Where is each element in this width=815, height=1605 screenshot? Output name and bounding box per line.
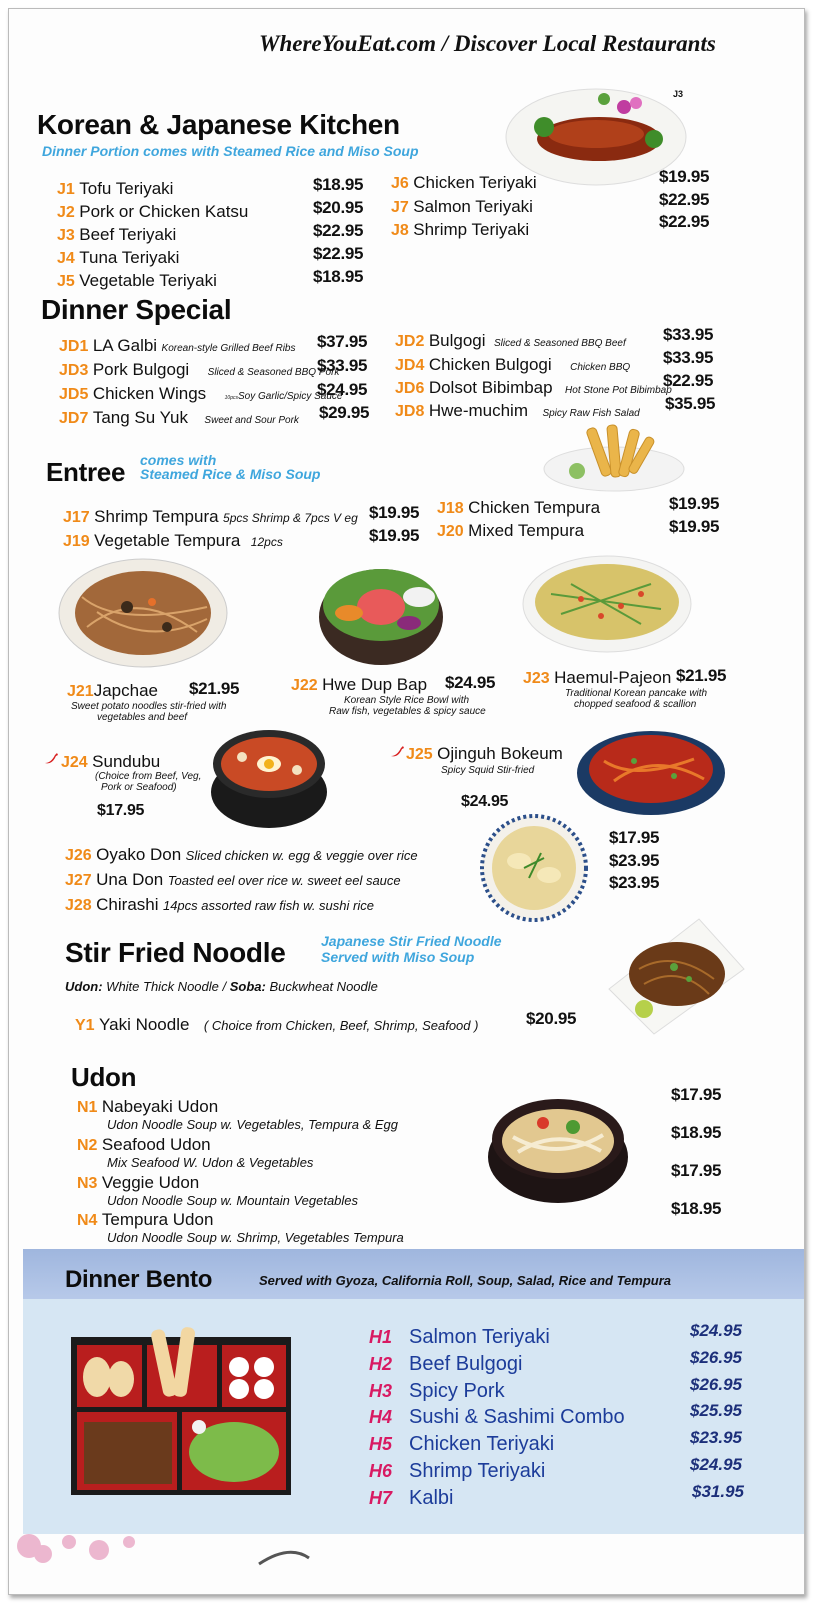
- item-code: J18: [437, 500, 464, 517]
- item-name: Pork or Chicken Katsu: [79, 202, 249, 221]
- menu-item-n3[interactable]: [77, 1173, 199, 1193]
- item-name: Nabeyaki Udon: [101, 1097, 219, 1116]
- item-name: Beef Teriyaki: [79, 225, 177, 244]
- menu-item-j2[interactable]: [57, 202, 248, 222]
- item-code: J19: [63, 533, 90, 550]
- menu-item-j17[interactable]: [63, 507, 358, 527]
- menu-item-j1[interactable]: [57, 179, 173, 199]
- item-name: Pork Bulgogi: [92, 360, 190, 379]
- kitchen-subtitle: Dinner Portion comes with Steamed Rice and Miso Soup: [42, 143, 419, 159]
- udon-text: White Thick Noodle /: [106, 979, 227, 994]
- item-price: $21.95: [189, 679, 240, 698]
- item-code: JD1: [59, 338, 89, 355]
- item-price: $31.95: [692, 1482, 744, 1501]
- menu-item-jd2[interactable]: [395, 331, 626, 351]
- item-desc: Raw fish, vegetables & spicy sauce: [329, 706, 486, 717]
- item-code: N2: [77, 1137, 98, 1154]
- menu-item-j20[interactable]: [437, 521, 584, 541]
- menu-item-jd8[interactable]: [395, 401, 640, 421]
- item-price: $24.95: [461, 793, 509, 810]
- item-code: JD7: [59, 410, 89, 427]
- yaki-noodle-photo: [599, 909, 749, 1039]
- menu-item-jd1[interactable]: [59, 336, 295, 356]
- noodle-legend: [65, 979, 378, 994]
- item-desc: 14pcs assorted raw fish w. sushi rice: [162, 898, 374, 913]
- item-name: Chicken Teriyaki: [409, 1433, 555, 1455]
- item-name: Chicken Wings: [92, 384, 207, 403]
- item-desc: ( Choice from Chicken, Beef, Shrimp, Seafood ): [203, 1018, 479, 1033]
- item-desc: 12pcs: [250, 535, 283, 549]
- item-price: $19.95: [669, 517, 720, 536]
- item-desc: Korean-style Grilled Beef Ribs: [161, 343, 296, 354]
- item-price: $24.95: [690, 1455, 742, 1474]
- menu-item-jd4[interactable]: [395, 355, 630, 375]
- menu-item-j27[interactable]: [65, 870, 401, 890]
- item-code: H7: [369, 1488, 393, 1508]
- item-name: Dolsot Bibimbap: [428, 378, 553, 397]
- item-name: Shrimp Teriyaki: [413, 220, 530, 239]
- item-name: Tuna Teriyaki: [79, 248, 180, 267]
- oyako-don-photo: [479, 813, 589, 923]
- item-name: Una Don: [96, 870, 164, 889]
- menu-item-jd3[interactable]: [59, 360, 339, 380]
- item-code: J8: [391, 222, 409, 239]
- hwe-dup-bap-photo: [314, 557, 449, 667]
- item-name: Beef Bulgogi: [409, 1353, 523, 1375]
- kitchen-title: Korean & Japanese Kitchen: [37, 109, 400, 140]
- item-code: JD8: [395, 403, 425, 420]
- item-price: $19.95: [369, 526, 420, 545]
- stir-fried-subtitle-1: Japanese Stir Fried Noodle: [321, 933, 502, 949]
- item-price: $29.95: [319, 403, 370, 422]
- menu-item-n2[interactable]: [77, 1135, 211, 1155]
- item-code: J3: [57, 227, 75, 244]
- menu-item-j22[interactable]: [291, 675, 427, 695]
- item-name: Mixed Tempura: [468, 521, 585, 540]
- item-price: $17.95: [97, 802, 145, 819]
- item-price: $33.95: [663, 348, 714, 367]
- item-code: J28: [65, 897, 92, 914]
- item-price: $23.95: [609, 873, 660, 892]
- item-code: J20: [437, 523, 464, 540]
- item-code: J6: [391, 175, 409, 192]
- item-price: $33.95: [663, 325, 714, 344]
- menu-item-jd7[interactable]: [59, 408, 299, 428]
- item-name: Veggie Udon: [101, 1173, 200, 1192]
- bento-item-h3[interactable]: [369, 1380, 505, 1403]
- item-name: Chicken Tempura: [468, 498, 601, 517]
- item-code: H1: [369, 1327, 393, 1347]
- item-code: JD5: [59, 386, 89, 403]
- pajeon-photo: [521, 554, 693, 654]
- item-name: Hwe-muchim: [428, 401, 528, 420]
- item-desc: Korean Style Rice Bowl with: [344, 695, 470, 706]
- menu-item-j5[interactable]: [57, 271, 217, 291]
- item-desc: (Choice from Beef, Veg,: [95, 771, 202, 782]
- bento-item-h7[interactable]: [369, 1487, 453, 1510]
- entree-subtitle-1: comes with: [140, 452, 217, 468]
- item-price: $22.95: [659, 190, 710, 209]
- bento-item-h2[interactable]: [369, 1353, 522, 1376]
- soba-label: Soba:: [229, 979, 266, 994]
- item-name: Salmon Teriyaki: [409, 1326, 550, 1348]
- item-name: Seafood Udon: [101, 1135, 211, 1154]
- bento-item-h6[interactable]: [369, 1460, 545, 1483]
- menu-item-j3[interactable]: [57, 225, 176, 245]
- item-name: Chirashi: [96, 895, 159, 914]
- item-code: N3: [77, 1175, 98, 1192]
- entree-subtitle-2: Steamed Rice & Miso Soup: [140, 466, 321, 482]
- item-name: Sushi & Sashimi Combo: [409, 1406, 625, 1428]
- item-name: Haemul-Pajeon: [554, 668, 672, 687]
- item-price: $17.95: [671, 1085, 722, 1104]
- item-desc: Chicken BBQ: [570, 362, 631, 373]
- item-name: Salmon Teriyaki: [413, 197, 533, 216]
- bento-subtitle: Served with Gyoza, California Roll, Soup, Salad, Rice and Tempura: [259, 1273, 671, 1288]
- item-desc: Traditional Korean pancake with: [565, 688, 708, 699]
- entree-title: Entree: [46, 457, 126, 487]
- item-price: $17.95: [671, 1161, 722, 1180]
- bento-box-photo: [69, 1327, 294, 1499]
- item-name: Tofu Teriyaki: [79, 179, 174, 198]
- item-price: $18.95: [671, 1123, 722, 1142]
- item-price: $24.95: [690, 1321, 742, 1340]
- menu-item-j24[interactable]: [61, 752, 160, 772]
- cherry-blossom-decoration: [9, 1524, 339, 1594]
- item-name: Vegetable Teriyaki: [79, 271, 217, 290]
- menu-item-j4[interactable]: [57, 248, 179, 268]
- menu-item-n4[interactable]: [77, 1210, 213, 1230]
- site-banner[interactable]: WhereYouEat.com / Discover Local Restaurants: [259, 31, 716, 56]
- item-price: $20.95: [526, 1009, 577, 1028]
- sundubu-photo: [207, 722, 332, 832]
- item-price: $18.95: [313, 175, 364, 194]
- item-code: N4: [77, 1212, 98, 1229]
- item-desc: Toasted eel over rice w. sweet eel sauce: [167, 873, 401, 888]
- item-code: JD3: [59, 362, 89, 379]
- item-desc: Spicy Raw Fish Salad: [542, 408, 640, 419]
- bento-item-h4[interactable]: [369, 1406, 625, 1429]
- item-code: J23: [523, 670, 550, 687]
- menu-item-n1[interactable]: [77, 1097, 218, 1117]
- item-price: $19.95: [669, 494, 720, 513]
- item-price: $26.95: [690, 1348, 742, 1367]
- menu-item-j18[interactable]: [437, 498, 600, 518]
- item-desc: Pork or Seafood): [101, 782, 177, 793]
- item-desc-small: 10pcs: [224, 395, 238, 401]
- item-price: $24.95: [445, 673, 496, 692]
- item-desc: Sliced & Seasoned BBQ Beef: [493, 338, 626, 349]
- item-name: Japchae: [93, 681, 158, 700]
- item-price: $23.95: [690, 1428, 742, 1447]
- item-name: LA Galbi: [92, 336, 158, 355]
- item-code: J5: [57, 273, 75, 290]
- item-code: J4: [57, 250, 75, 267]
- menu-item-j28[interactable]: [65, 895, 374, 915]
- item-price: $33.95: [317, 356, 368, 375]
- item-desc: Hot Stone Pot Bibimbap: [565, 385, 672, 396]
- menu-item-j21[interactable]: [67, 681, 158, 701]
- menu-item-j25[interactable]: [406, 744, 563, 764]
- item-price: $20.95: [313, 198, 364, 217]
- item-desc: Soy Garlic/Spicy Sauce: [237, 391, 343, 402]
- item-desc: Spicy Squid Stir-fried: [441, 765, 535, 776]
- item-desc: Udon Noodle Soup w. Shrimp, Vegetables Tempura: [107, 1230, 404, 1245]
- item-price: $23.95: [609, 851, 660, 870]
- bento-item-h5[interactable]: [369, 1433, 554, 1456]
- item-desc: vegetables and beef: [97, 712, 188, 723]
- menu-item-jd6[interactable]: [395, 378, 672, 398]
- bento-item-h1[interactable]: [369, 1326, 550, 1349]
- item-code: H6: [369, 1461, 393, 1481]
- item-code: J25: [406, 746, 433, 763]
- item-desc: Udon Noodle Soup w. Vegetables, Tempura & Egg: [107, 1117, 399, 1132]
- item-price: $25.95: [690, 1401, 742, 1420]
- item-name: Hwe Dup Bap: [322, 675, 428, 694]
- item-code: J24: [61, 754, 88, 771]
- item-code: J17: [63, 509, 90, 526]
- item-price: $17.95: [609, 828, 660, 847]
- item-code: J1: [57, 181, 75, 198]
- item-code: Y1: [75, 1017, 95, 1034]
- menu-item-j8[interactable]: [391, 220, 529, 240]
- item-name: Ojinguh Bokeum: [437, 744, 563, 763]
- photo-code-j3: J3: [673, 89, 684, 99]
- item-desc: Sweet potato noodles stir-fried with: [71, 701, 227, 712]
- item-name: Chicken Teriyaki: [413, 173, 537, 192]
- item-code: J7: [391, 199, 409, 216]
- item-desc: 5pcs Shrimp & 7pcs V eg: [223, 511, 358, 525]
- item-desc: Sweet and Sour Pork: [204, 415, 299, 426]
- item-code: N1: [77, 1099, 98, 1116]
- menu-item-j19[interactable]: [63, 531, 283, 551]
- item-code: H5: [369, 1434, 393, 1454]
- item-code: JD2: [395, 333, 425, 350]
- spicy-pepper-icon: [43, 751, 59, 765]
- tempura-plate-photo: [539, 419, 689, 499]
- item-price: $37.95: [317, 332, 368, 351]
- ojinguh-bokeum-photo: [574, 721, 729, 817]
- item-desc: Udon Noodle Soup w. Mountain Vegetables: [107, 1193, 359, 1208]
- menu-item-y1[interactable]: [75, 1015, 478, 1035]
- item-price: $26.95: [690, 1375, 742, 1394]
- soba-text: Buckwheat Noodle: [269, 979, 378, 994]
- item-name: Chicken Bulgogi: [428, 355, 552, 374]
- menu-item-j7[interactable]: [391, 197, 533, 217]
- stir-fried-subtitle-2: Served with Miso Soup: [321, 949, 475, 965]
- stir-fried-title: Stir Fried Noodle: [65, 937, 286, 968]
- udon-bowl-photo: [483, 1087, 633, 1207]
- item-code: J2: [57, 204, 75, 221]
- menu-item-j23[interactable]: [523, 668, 671, 688]
- udon-title: Udon: [71, 1062, 137, 1092]
- item-name: Oyako Don: [96, 845, 182, 864]
- item-price: $19.95: [369, 503, 420, 522]
- item-name: Kalbi: [409, 1487, 454, 1509]
- item-code: H2: [369, 1354, 393, 1374]
- item-price: $18.95: [671, 1199, 722, 1218]
- item-code: J21: [67, 683, 94, 700]
- item-desc: chopped seafood & scallion: [574, 699, 697, 710]
- item-code: J22: [291, 677, 318, 694]
- item-price: $21.95: [676, 666, 727, 685]
- menu-item-j6[interactable]: [391, 173, 537, 193]
- item-price: $22.95: [659, 212, 710, 231]
- item-price: $22.95: [313, 244, 364, 263]
- item-code: JD6: [395, 380, 425, 397]
- menu-sheet: [8, 8, 805, 1595]
- spicy-pepper-icon: [389, 744, 405, 758]
- item-name: Sundubu: [92, 752, 161, 771]
- item-code: J27: [65, 872, 92, 889]
- item-price: $18.95: [313, 267, 364, 286]
- udon-label: Udon:: [65, 979, 103, 994]
- item-price: $22.95: [313, 221, 364, 240]
- item-desc: Mix Seafood W. Udon & Vegetables: [107, 1155, 314, 1170]
- item-price: $35.95: [665, 394, 716, 413]
- item-name: Shrimp Tempura: [94, 507, 219, 526]
- item-code: H4: [369, 1407, 393, 1427]
- dinner-special-title: Dinner Special: [41, 294, 232, 325]
- menu-item-jd5[interactable]: [59, 384, 342, 404]
- item-name: Spicy Pork: [409, 1380, 505, 1402]
- japchae-photo: [57, 557, 229, 669]
- item-price: $19.95: [659, 167, 710, 186]
- item-desc: Sliced & Seasoned BBQ Pork: [207, 367, 340, 378]
- item-name: Yaki Noodle: [99, 1015, 190, 1034]
- item-name: Shrimp Teriyaki: [409, 1460, 546, 1482]
- item-code: H3: [369, 1381, 393, 1401]
- item-price: $24.95: [317, 380, 368, 399]
- item-code: J26: [65, 847, 92, 864]
- item-name: Vegetable Tempura: [94, 531, 241, 550]
- menu-item-j26[interactable]: [65, 845, 418, 865]
- bento-title: Dinner Bento: [65, 1266, 213, 1293]
- item-desc: Sliced chicken w. egg & veggie over rice: [185, 848, 418, 863]
- item-code: JD4: [395, 357, 425, 374]
- item-name: Tang Su Yuk: [92, 408, 188, 427]
- item-name: Tempura Udon: [101, 1210, 214, 1229]
- item-name: Bulgogi: [428, 331, 486, 350]
- item-price: $22.95: [663, 371, 714, 390]
